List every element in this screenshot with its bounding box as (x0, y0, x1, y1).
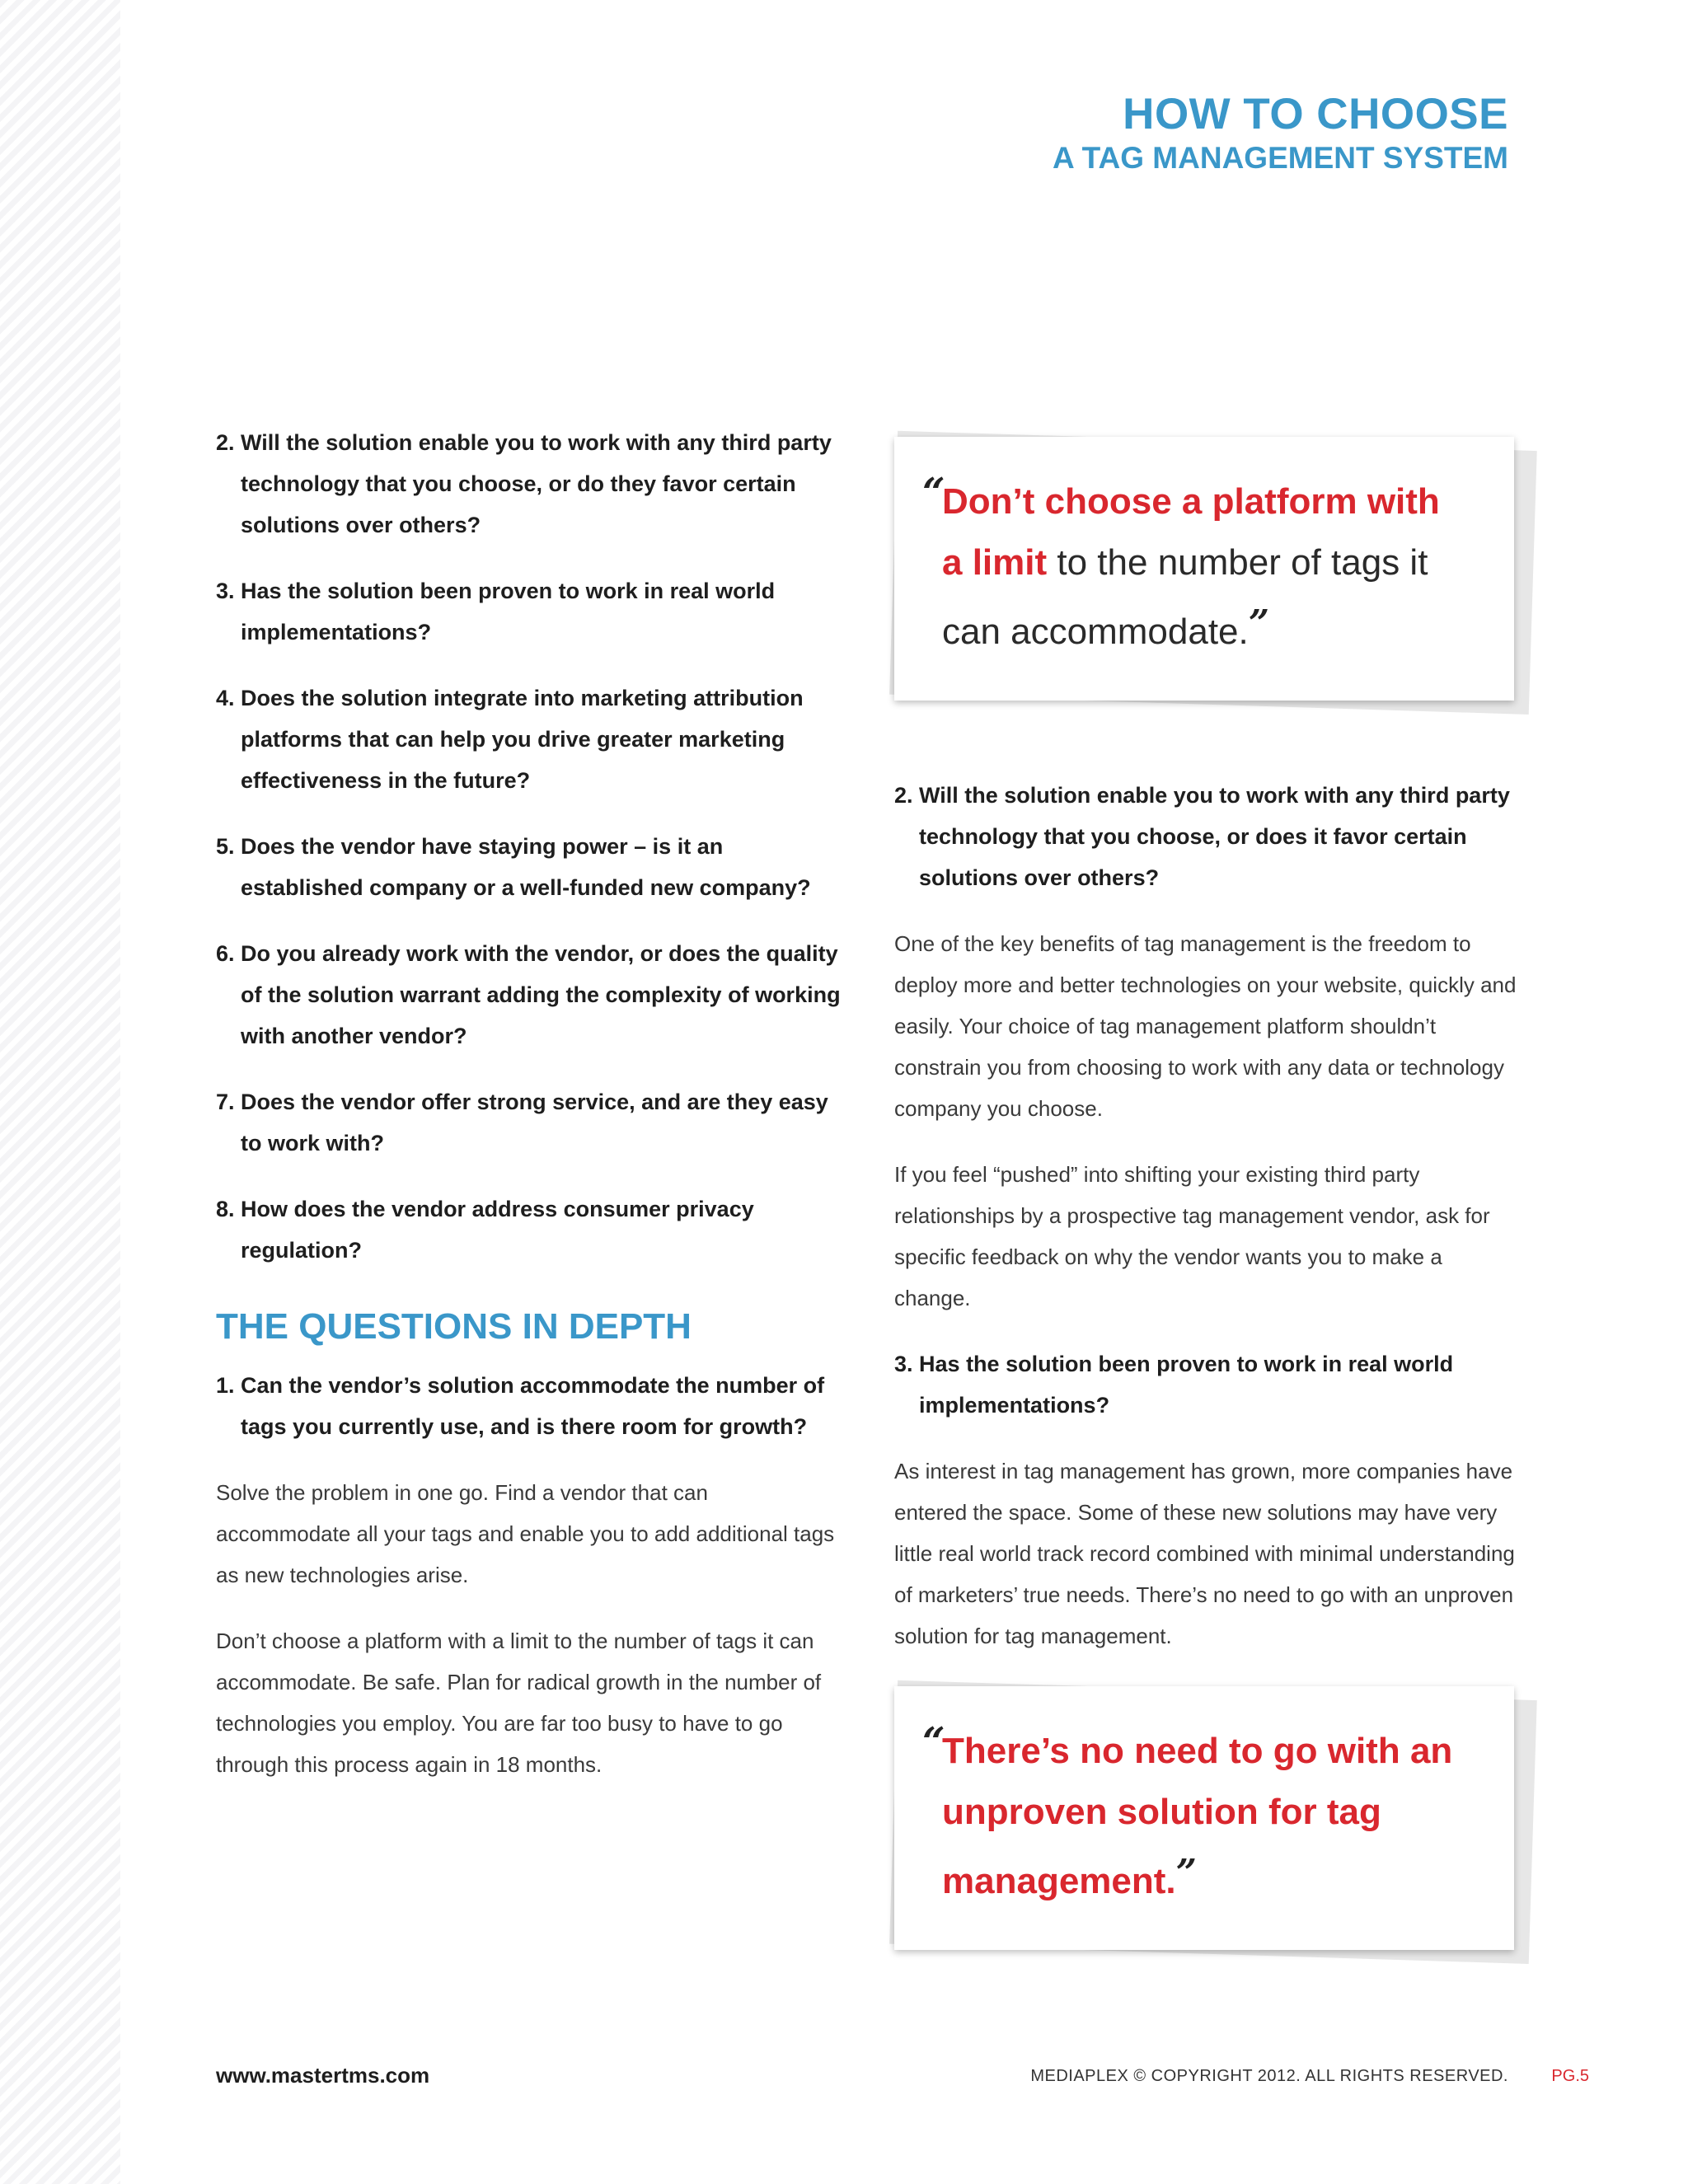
question-text: Can the vendor’s solution accommodate the number of tags you currently use, and is there room for growth? (241, 1373, 825, 1439)
quote-text (942, 471, 1465, 663)
question-text: Will the solution enable you to work with any third party technology that you choose, or do they favor certain solutions over others? (241, 430, 832, 537)
decorative-stripe-border (0, 0, 120, 2184)
question-text: Does the solution integrate into marketing attribution platforms that can help you drive greater marketing effectiveness in the future? (241, 686, 804, 793)
quote-rest: to the number of tags it can accommodate. (942, 542, 1428, 652)
question-item (216, 1081, 842, 1164)
question-item (216, 1188, 842, 1271)
page-title: HOW TO CHOOSE (1123, 90, 1508, 138)
question-item (216, 422, 842, 546)
close-quote-mark: ” (1248, 602, 1270, 644)
quote-card (894, 437, 1514, 701)
question-number: 6. (216, 941, 241, 966)
question-number: 8. (216, 1197, 241, 1221)
question-item (216, 570, 842, 653)
question-text: Does the vendor have staying power – is it an established company or a well-funded new company? (241, 834, 811, 900)
question-text: Has the solution been proven to work in real world implementations? (241, 579, 776, 644)
section-heading: THE QUESTIONS IN DEPTH (216, 1306, 692, 1347)
question-number: 2. (894, 783, 920, 808)
page-header (1053, 89, 1508, 176)
body-paragraph: As interest in tag management has grown, more companies have entered the space. Some of these new solutions may have very little real world track record combined with minimal understanding of marketers’ true needs. There’s no need to go with an unproven solution for tag management. (894, 1459, 1515, 1648)
body-paragraph: If you feel “pushed” into shifting your existing third party relationships by a prospective tag management vendor, ask for specific feedback on why the vendor wants you to make a change. (894, 1162, 1490, 1310)
question-text: Do you already work with the vendor, or does the quality of the solution warrant adding the complexity of working with another vendor? (241, 941, 841, 1048)
page-number: PG.5 (1551, 2067, 1589, 2085)
question-text: Will the solution enable you to work with any third party technology that you choose, or does it favor certain solutions over others? (919, 783, 1510, 890)
question-item (216, 933, 842, 1057)
question-number: 4. (216, 686, 241, 710)
quote-highlight: There’s no need to go with an unproven solution for tag management. (942, 1731, 1453, 1901)
question-number: 7. (216, 1090, 241, 1114)
body-paragraph: Solve the problem in one go. Find a vendor that can accommodate all your tags and enable you to add additional tags as new technologies arise. (216, 1480, 835, 1587)
question-number: 2. (216, 430, 241, 455)
question-item (216, 826, 842, 908)
close-quote-mark: ” (1175, 1852, 1197, 1894)
body-paragraph: One of the key benefits of tag management is the freedom to deploy more and better technologies on your website, quickly and easily. Your choice of tag management platform shouldn’t constrain you from choosing to work with any data or technology company you choose. (894, 931, 1517, 1121)
question-item (216, 1365, 842, 1447)
right-column (894, 775, 1521, 1681)
question-text: How does the vendor address consumer privacy regulation? (241, 1197, 754, 1263)
footer-copyright: MEDIAPLEX © COPYRIGHT 2012. ALL RIGHTS RESERVED. (1030, 2067, 1508, 2085)
open-quote-mark: “ (922, 1719, 945, 1765)
question-number: 3. (894, 1352, 920, 1376)
question-number: 3. (216, 579, 241, 603)
question-item (216, 677, 842, 801)
question-number: 1. (216, 1373, 241, 1398)
footer-url-link[interactable]: www.mastertms.com (216, 2063, 430, 2088)
question-item (894, 1343, 1521, 1426)
quote-text (942, 1721, 1465, 1912)
open-quote-mark: “ (922, 470, 945, 516)
question-text: Does the vendor offer strong service, and are they easy to work with? (241, 1090, 828, 1155)
quote-highlight: Don’t choose a platform with a limit (942, 481, 1440, 583)
left-column (216, 422, 842, 1810)
page-subtitle: A TAG MANAGEMENT SYSTEM (1053, 141, 1508, 175)
quote-card (894, 1686, 1514, 1950)
question-text: Has the solution been proven to work in real world implementations? (919, 1352, 1454, 1418)
question-number: 5. (216, 834, 241, 859)
question-item (894, 775, 1521, 898)
body-paragraph: Don’t choose a platform with a limit to the number of tags it can accommodate. Be safe. Plan for radical growth in the number of technologies you employ. You are far too busy to have to go through this process again in 18 months. (216, 1629, 822, 1777)
pull-quote-2 (894, 1686, 1514, 1950)
pull-quote-1 (894, 437, 1514, 701)
